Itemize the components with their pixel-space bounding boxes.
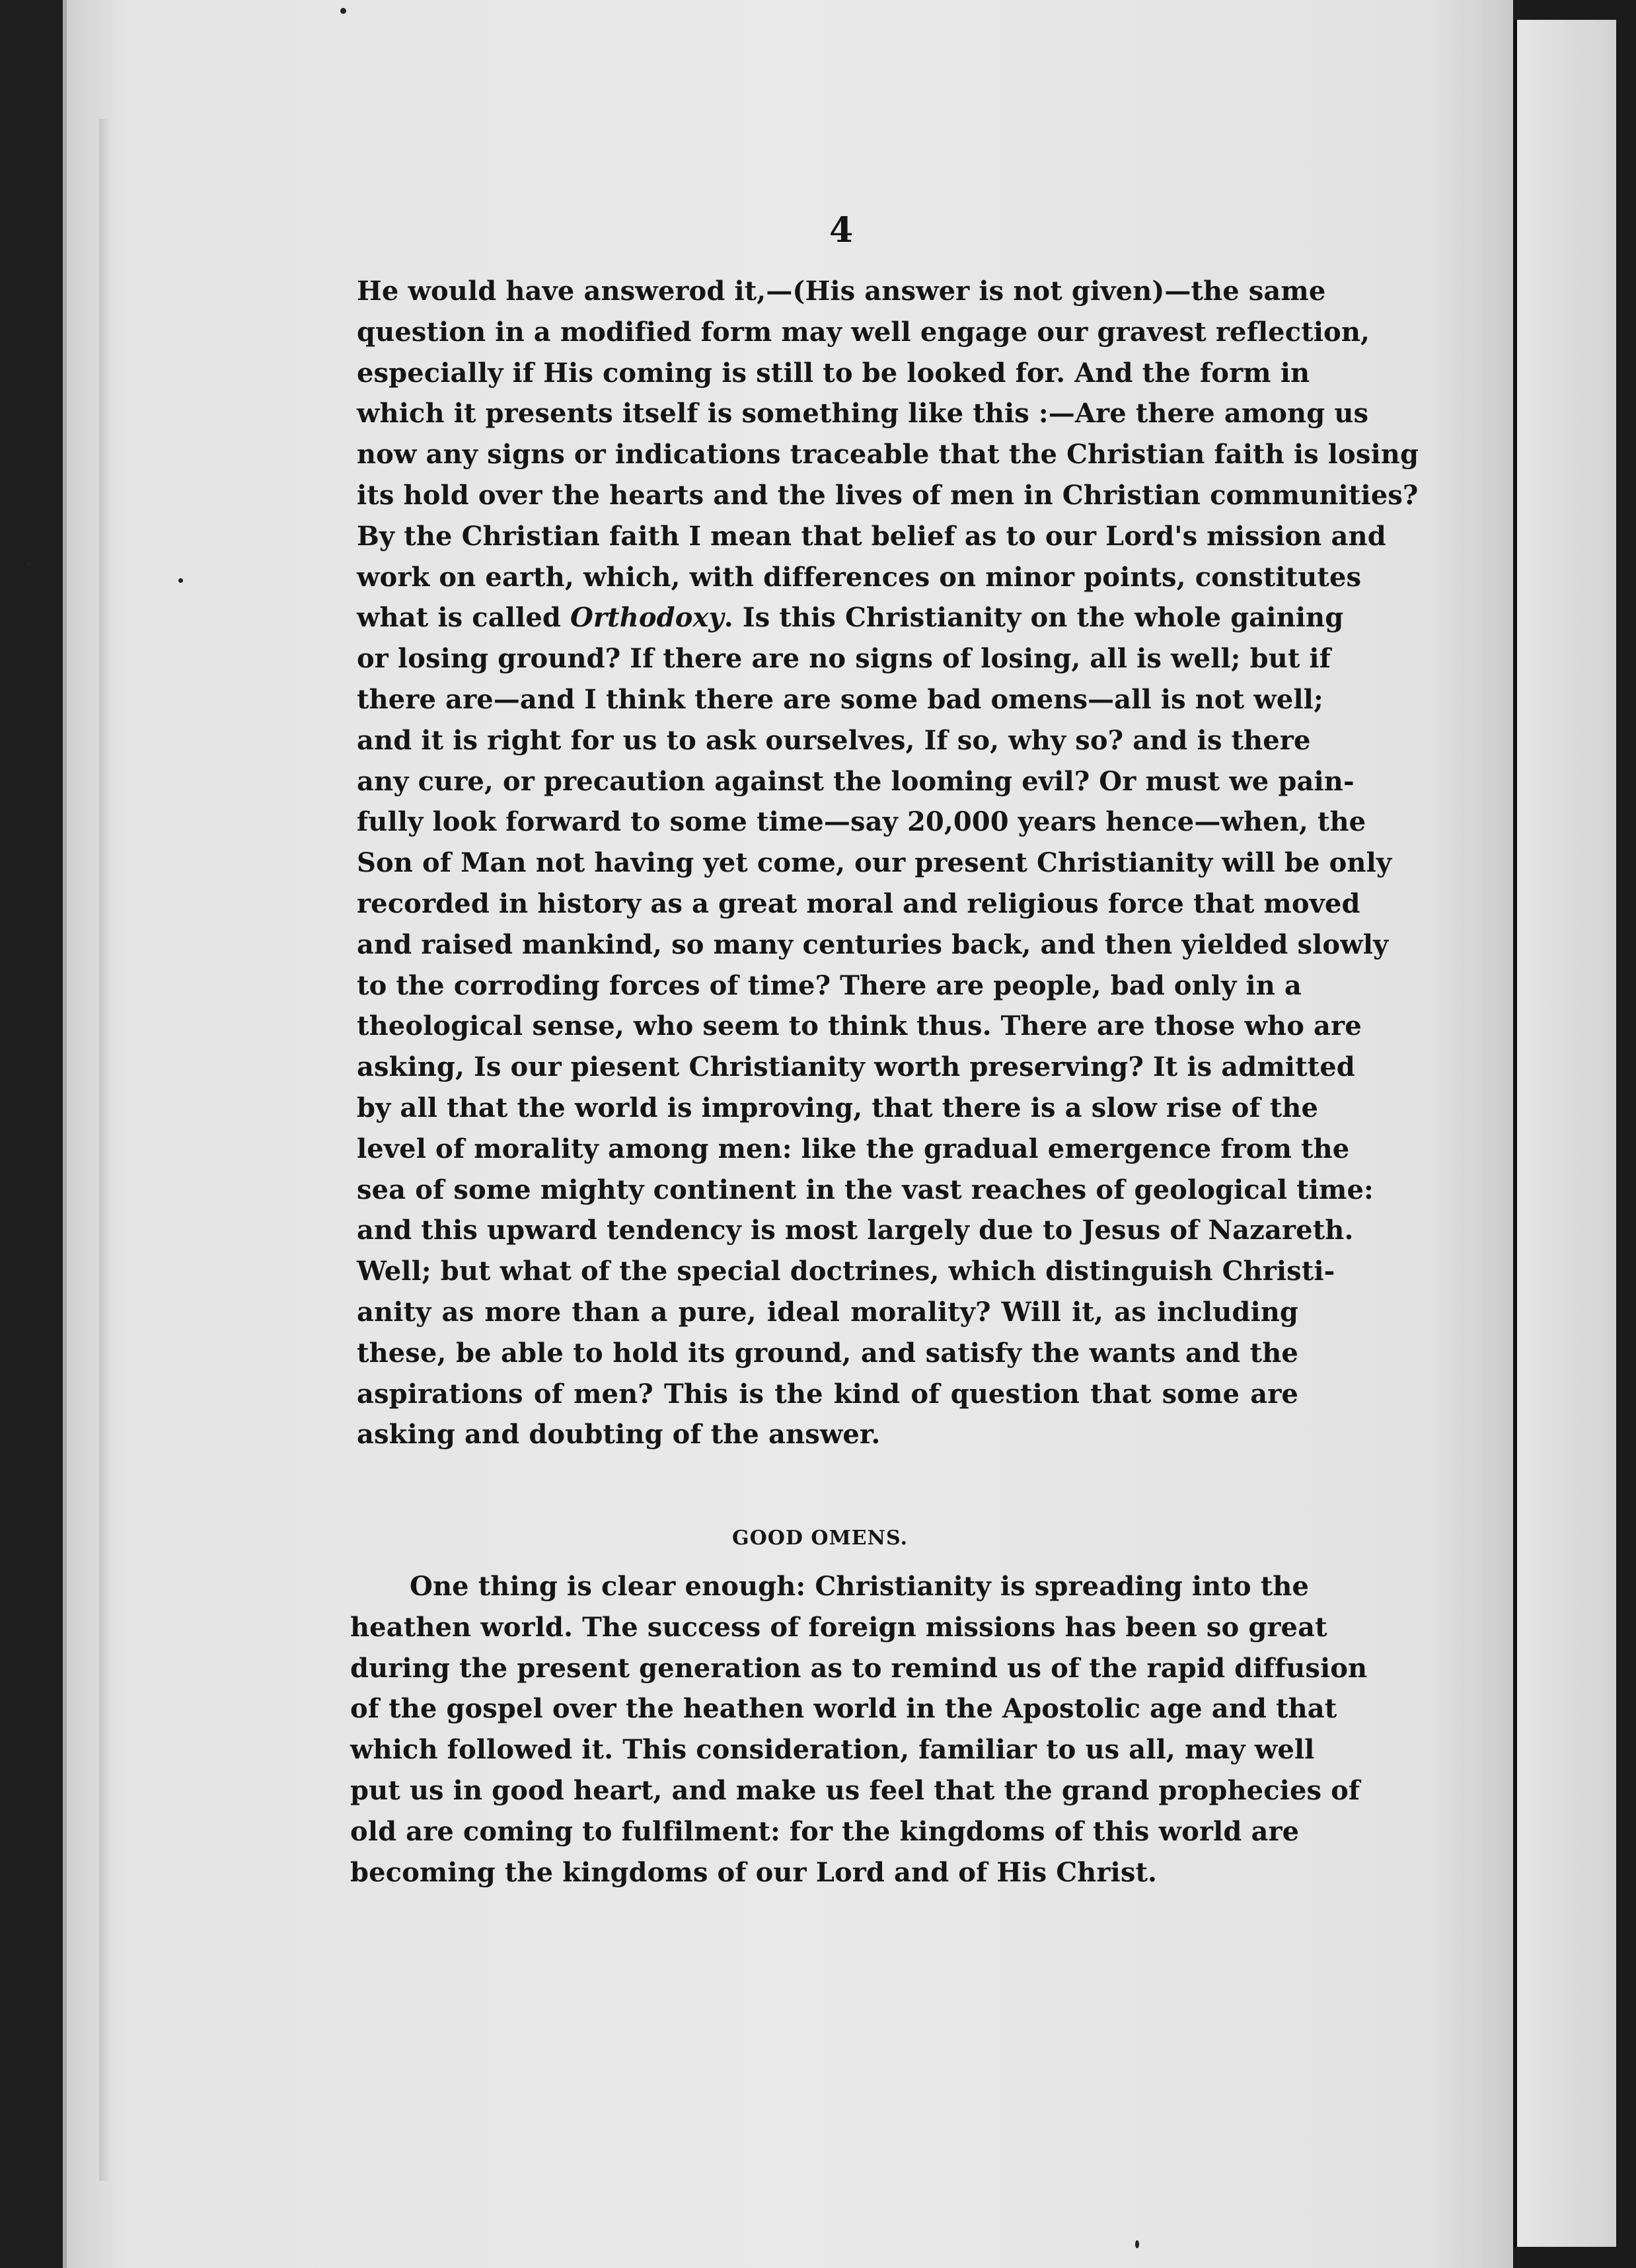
text-line: old are coming to fulfilment: for the kingdoms of this world are xyxy=(350,1815,1300,1847)
text-line: and this upward tendency is most largely due to Jesus of Nazareth. xyxy=(357,1215,1354,1246)
text-line: anity as more than a pure, ideal morality? Will it, as including xyxy=(357,1296,1298,1328)
text-line: heathen world. The success of foreign missions has been so great xyxy=(350,1611,1327,1643)
text-line: by all that the world is improving, that there is a slow rise of the xyxy=(357,1092,1319,1123)
text-line: which followed it. This consideration, familiar to us all, may well xyxy=(350,1734,1315,1766)
text-line: asking and doubting of the answer. xyxy=(357,1419,881,1451)
text-line: One thing is clear enough: Christianity is spreading into the xyxy=(410,1571,1310,1602)
text-line: there are—and I think there are some bad omens—all is not well; xyxy=(357,683,1323,715)
adjacent-page-edge xyxy=(1513,20,1616,2247)
text-line: which it presents itself is something like this :—Are there among us xyxy=(357,398,1369,430)
section-heading: GOOD OMENS. xyxy=(732,1527,909,1550)
text-line: to the corroding forces of time? There are people, bad only in a xyxy=(357,969,1302,1001)
scan-speck xyxy=(1135,2240,1139,2248)
text-line: Well; but what of the special doctrines, which distinguish Christi- xyxy=(357,1256,1335,1287)
text-line: theological sense, who seem to think thus. There are those who are xyxy=(357,1010,1362,1042)
page-binding-shadow xyxy=(99,119,108,2181)
text-line: and it is right for us to ask ourselves, If so, why so? and is there xyxy=(357,724,1311,756)
text-line: these, be able to hold its ground, and satisfy the wants and the xyxy=(357,1337,1298,1369)
text-line: becoming the kingdoms of our Lord and of His Christ. xyxy=(350,1856,1158,1888)
text-line: He would have answerod it,—(His answer is not given)—the same xyxy=(357,276,1326,307)
scan-speck xyxy=(178,578,183,583)
text-line: question in a modified form may well engage our gravest reflection, xyxy=(357,316,1370,348)
text-line: By the Christian faith I mean that belief as to our Lord's mission and xyxy=(357,520,1386,552)
text-line: and raised mankind, so many centuries back, and then yielded slowly xyxy=(357,928,1389,960)
text-line: asking, Is our piesent Christianity worth preserving? It is admitted xyxy=(357,1051,1355,1083)
text-line: its hold over the hearts and the lives of men in Christian communities? xyxy=(357,479,1419,511)
body-paragraph-2 xyxy=(350,1566,1368,1893)
body-paragraph-1 xyxy=(357,271,1419,1455)
page-number: 4 xyxy=(829,210,854,250)
text-line: sea of some mighty continent in the vast reaches of geological time: xyxy=(357,1174,1374,1205)
text-line: fully look forward to some time—say 20,000 years hence—when, the xyxy=(357,806,1366,838)
text-line: put us in good heart, and make us feel that the grand prophecies of xyxy=(350,1774,1360,1806)
scan-speck xyxy=(26,562,32,566)
text-line: during the present generation as to remind us of the rapid diffusion xyxy=(350,1652,1368,1684)
scan-speck xyxy=(340,8,346,14)
text-line: or losing ground? If there are no signs of losing, all is well; but if xyxy=(357,643,1331,675)
text-line: especially if His coming is still to be looked for. And the form in xyxy=(357,357,1310,389)
text-line: recorded in history as a great moral and religious force that moved xyxy=(357,888,1360,919)
text-line: any cure, or precaution against the looming evil? Or must we pain- xyxy=(357,765,1355,797)
text-line: what is called Orthodoxy. Is this Christianity on the whole gaining xyxy=(357,602,1344,634)
text-line: of the gospel over the heathen world in the Apostolic age and that xyxy=(350,1693,1337,1725)
text-line: aspirations of men? This is the kind of question that some are xyxy=(357,1378,1298,1410)
text-line: Son of Man not having yet come, our present Christianity will be only xyxy=(357,847,1392,879)
text-line: now any signs or indications traceable that the Christian faith is losing xyxy=(357,439,1419,471)
text-line: level of morality among men: like the gradual emergence from the xyxy=(357,1133,1350,1164)
text-line: work on earth, which, with differences on minor points, constitutes xyxy=(357,561,1362,593)
